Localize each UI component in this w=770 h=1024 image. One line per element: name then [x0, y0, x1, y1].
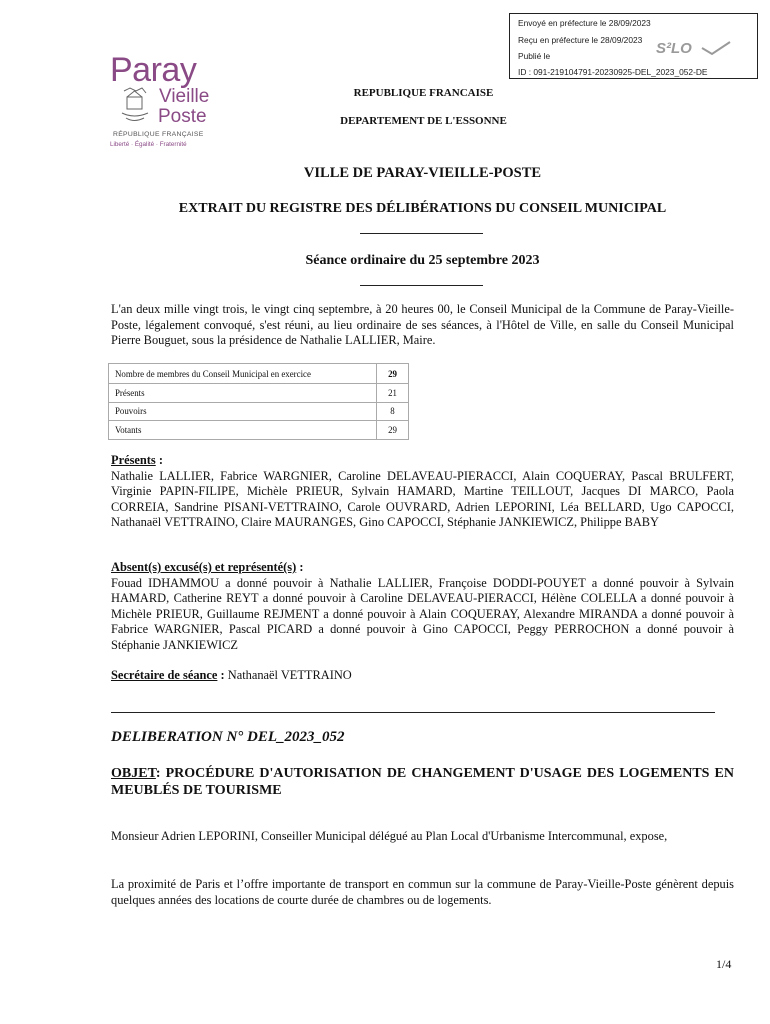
city-logo: [108, 51, 218, 153]
table-cell-label: Pouvoirs: [109, 402, 377, 421]
intro-paragraph: L'an deux mille vingt trois, le vingt cinq septembre, à 20 heures 00, le Conseil Municipal de la Commune de Paray-Vieille-Poste, légalement convoqué, s'est réuni, au lieu ordinaire de ses séances, à l'Hôtel de Ville, en salle du Conseil Municipal Pierre Bouguet, sous la présidence de Nathalie LALLIER, Maire.: [111, 302, 734, 348]
objet-text: PROCÉDURE D'AUTORISATION DE CHANGEMENT D'USAGE DES LOGEMENTS EN MEUBLÉS DE TOURISME: [111, 766, 734, 798]
table-row: [109, 384, 409, 403]
secretaire-title: Secrétaire de séance: [111, 668, 218, 682]
header-departement: DEPARTEMENT DE L'ESSONNE: [340, 115, 507, 127]
absents-list: Fouad IDHAMMOU a donné pouvoir à Nathalie LALLIER, Françoise DODDI-POUYET a donné pouvoir à Sylvain HAMARD, Catherine REYT a donné pouvoir à Caroline DELAVEAU-PIERACCI, Hélène COLELLA a donné pouvoir à Michèle PRIEUR, Guillaume REJMENT a donné pouvoir à Alain COQUERAY, Alexandre MIRANDA a donné pouvoir à Fabrice WARGNIER, Pascal PICARD a donné pouvoir à Gino CAPOCCI, Peggy PERROCHON a donné pouvoir à Stéphanie JANKIEWICZ: [111, 575, 734, 652]
table-cell-value: 29: [377, 421, 409, 440]
secretaire-sep: :: [217, 668, 228, 682]
stamp-id: ID : 091-219104791-20230925-DEL_2023_052-DE: [518, 67, 708, 77]
logo-republique: RÉPUBLIQUE FRANÇAISE: [113, 131, 204, 138]
absents-sep: :: [296, 560, 304, 574]
presents-section: [111, 453, 734, 531]
table-cell-label: Nombre de membres du Conseil Municipal en exercice: [109, 364, 377, 384]
table-cell-value: 21: [377, 384, 409, 403]
table-cell-value: 8: [377, 402, 409, 421]
presents-title: Présents: [111, 453, 156, 467]
header-republique: REPUBLIQUE FRANCAISE: [353, 87, 494, 99]
table-row: [109, 402, 409, 421]
s2lo-logo-icon: [656, 36, 732, 60]
header-seance: Séance ordinaire du 25 septembre 2023: [305, 253, 540, 268]
stamp-received: Reçu en préfecture le 28/09/2023: [518, 35, 643, 45]
presents-sep: :: [155, 453, 163, 467]
section-rule: [111, 712, 715, 713]
body-paragraph: La proximité de Paris et l’offre importante de transport en commun sur la commune de Paray-Vieille-Poste génèrent depuis quelques années des locations de courte durée de chambres ou de logements.: [111, 877, 734, 907]
divider: [360, 233, 483, 234]
table-cell-value: 29: [377, 364, 409, 384]
logo-motto: Liberté · Égalité · Fraternité: [110, 141, 187, 148]
stamp-sent: Envoyé en préfecture le 28/09/2023: [518, 18, 651, 28]
stamp-published: Publié le: [518, 51, 551, 61]
objet-heading: [111, 765, 734, 799]
logo-poste: Poste: [158, 106, 207, 127]
objet-sep: :: [155, 766, 166, 781]
logo-vieille: Vieille: [159, 86, 210, 107]
secretaire-section: [111, 668, 734, 684]
logo-paray: Paray: [110, 51, 197, 89]
presents-list: Nathalie LALLIER, Fabrice WARGNIER, Caroline DELAVEAU-PIERACCI, Alain COQUERAY, Pascal BRULFERT, Virginie PAPIN-FILIPE, Michèle PRIEUR, Sylvain HAMARD, Martine TEILLOUT, Jacques DI MARCO, Paola CORREIA, Sandrine PISANI-VETTRAINO, Carole OUVRARD, Adrien LEPORINI, Léa BELLARD, Ugo CAPOCCI, Nathanaël VETTRAINO, Claire MAURANGES, Gino CAPOCCI, Stéphanie JANKIEWICZ, Philippe BABY: [111, 468, 734, 530]
table-cell-label: Votants: [109, 421, 377, 440]
svg-text:S²LO: S²LO: [656, 40, 692, 57]
header-ville: VILLE DE PARAY-VIEILLE-POSTE: [303, 165, 542, 181]
table-row: [109, 364, 409, 384]
table-row: [109, 421, 409, 440]
body-paragraph: Monsieur Adrien LEPORINI, Conseiller Municipal délégué au Plan Local d'Urbanisme Intercommunal, expose,: [111, 829, 668, 843]
prefecture-stamp: [509, 13, 758, 79]
table-cell-label: Présents: [109, 384, 377, 403]
deliberation-number: DELIBERATION N° DEL_2023_052: [111, 729, 345, 745]
objet-key: OBJET: [111, 766, 156, 781]
divider: [360, 285, 483, 286]
header-extrait: EXTRAIT DU REGISTRE DES DÉLIBÉRATIONS DU CONSEIL MUNICIPAL: [178, 201, 667, 216]
page-number: 1/4: [716, 957, 732, 971]
attendance-table: [108, 363, 409, 440]
absents-section: [111, 560, 734, 654]
secretaire-name: Nathanaël VETTRAINO: [227, 668, 352, 682]
absents-title: Absent(s) excusé(s) et représenté(s): [111, 560, 297, 574]
